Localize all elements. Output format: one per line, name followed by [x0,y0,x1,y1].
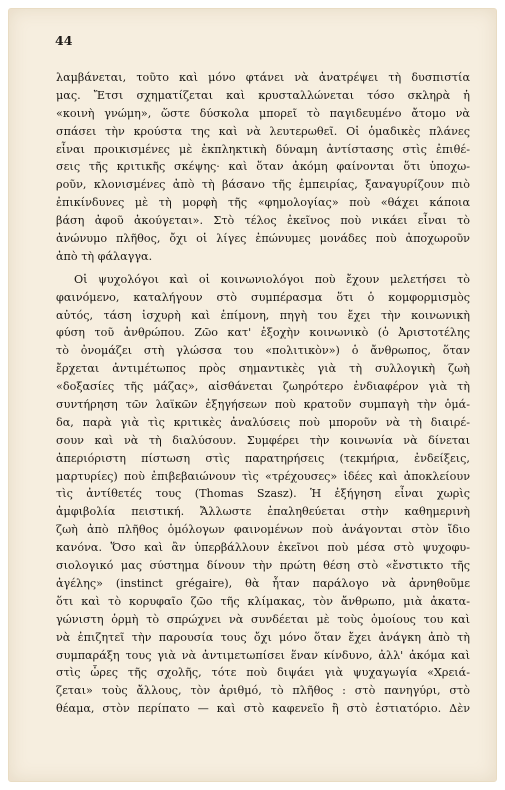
text-line: σουν καὶ νὰ τὴ διαλύσουν. Συμφέρει τὴν κοινωνία νὰ δίνεται [56,433,470,447]
text-line: ὅτι καὶ τὸ κορυφαῖο ζῶο τῆς κλίμακας, τὸν ἄνθρωπο, μιὰ ἀκατα- [56,594,470,608]
text-line: «κοινὴ γνώμη», ὥστε δύσκολα μπορεῖ τὸ παγιδευμένο ἄτομο νὰ [56,106,470,120]
text-line: ἀγέλης» (instinct grégaire), θὰ ἦταν παράλογο νὰ ἀρνηθοῦμε [56,576,470,590]
text-line: σπάσει τὴν κρούστα της καὶ νὰ λευτερωθεῖ. Οἱ ὁμαδικὲς πλάνες [56,124,470,138]
text-line: ἀπεριόριστη πίστωση στὶς παρατηρήσεις (τεκμήρια, ἐνδείξεις, [56,451,470,465]
text-line: γώνιστη ὁρμὴ τὸ σπρώχνει νὰ συνδέεται μὲ τοὺς ὁμοίους του καὶ [56,612,470,626]
text-line: ζωὴ ἀπὸ πλῆθος ὁμόλογων φαινομένων ποὺ ἀνάγονται στὸν ἴδιο [56,523,470,537]
page-number: 44 [55,33,73,48]
text-line: ἐπικίνδυνες μὲ τὴ μορφὴ τῆς «φημολογίας» ποὺ «θάχει κάποια [56,196,470,210]
text-line: σιολογικό μας σύστημα δίνουν τὴν πρώτη θέση στὸ «ἔνστικτο τῆς [56,559,470,573]
text-line: στὶς ὧρες τῆς σχολῆς, τότε ποὺ διψάει γιὰ ψυχαγωγία «Χρειά- [56,666,470,680]
paragraph-1 [56,69,470,266]
text-line: νὰ ἐπιζητεῖ τὴν παρουσία τους ὄχι μόνο ὅταν ἔχει ἀνάγκη ἀπὸ τὴ [56,630,470,644]
text-line: συντήρηση τῶν λαϊκῶν ἐξηγήσεων ποὺ κρατοῦν συμπαγὴ τὴν ὁμά- [56,398,470,412]
text-line: ἀπὸ τὴ φάλαγγα. [56,249,153,263]
text-line: ἀμφιβολία πειστική. Ἄλλωστε ἐπαληθεύεται στὴν καθημερινὴ [56,505,470,519]
text-line: αὐτός, τάση ἰσχυρὴ καὶ ἐπίμονη, πηγὴ του ἔχει τὴν κοινωνικὴ [56,308,470,322]
text-line: «δοξασίες τῆς μάζας», αἰσθάνεται ζωηρότερο ἐνδιαφέρον γιὰ τὴ [56,380,470,394]
text-line: ζεται» τοὺς ἄλλους, τὸν ἀριθμό, τὸ πλῆθος : στὸ πανηγύρι, στὸ [56,684,470,698]
text-line: βάση ἀφοῦ ἀκούγεται». Στὸ τέλος ἐκεῖνος ποὺ νικάει εἶναι τὸ [56,214,470,228]
text-line: ροῦν, κλονισμένες ἀπὸ τὴ βάσανο τῆς ἐμπειρίας, ξαναγυρίζουν πιὸ [56,178,470,192]
book-page [8,8,497,782]
text-line: ἀνώνυμο πλῆθος, ὄχι οἱ λίγες ἐπώνυμες μονάδες ποὺ ἀποχωροῦν [56,232,470,246]
paragraph-2 [56,271,470,718]
text-line: φύση τοῦ ἀνθρώπου. Ζῶο κατ' ἐξοχὴν κοινωνικὸ (ὁ Ἀριστοτέλης [56,326,470,340]
text-line: κανόνα. Ὅσο καὶ ἂν ὑπερβάλλουν ἐκεῖνοι ποὺ μέσα στὸ ψυχοφυ- [56,541,470,555]
text-line: μας. Ἔτσι σχηματίζεται καὶ κρυσταλλώνεται τόσο σκληρὰ ἡ [56,88,470,102]
text-line: τὸ ὀνομάζει στὴ γλώσσα του «πολιτικὸν») ὁ ἄνθρωπος, ὅταν [56,344,470,358]
text-line: σεις τῆς κριτικῆς σκέψης· καὶ ὅταν ἀκόμη φαίνονται ὅτι ὑποχω- [56,160,470,174]
text-line: ἔρχεται ἀντιμέτωπος πρὸς σημαντικὲς γιὰ τὴ συλλογικὴ ζωὴ [56,362,470,376]
text-line: εἶναι προικισμένες μὲ ἐκπληκτικὴ δύναμη ἀντίστασης στὶς ἐπιθέ- [56,142,470,156]
text-line: τὶς ἀντίθετές τους (Thomas Szasz). Ἡ ἐξήγηση εἶναι χωρὶς [56,487,470,501]
text-line: λαμβάνεται, τοῦτο καὶ μόνο φτάνει νὰ ἀνατρέψει τὴ δυσπιστία [56,71,470,84]
text-line: θέαμα, στὸν περίπατο — καὶ στὸ καφενεῖο ἢ στὸ ἑστιατόριο. Δὲν [56,702,470,716]
body-text [56,69,470,718]
text-line: Οἱ ψυχολόγοι καὶ οἱ κοινωνιολόγοι ποὺ ἔχουν μελετήσει τὸ [74,272,470,286]
text-line: δα, παρὰ γιὰ τὶς κριτικὲς ἀναλύσεις ποὺ μποροῦν νὰ τὴ διαιρέ- [56,415,470,429]
text-line: μαρτυρίες) ποὺ ἐπιβεβαιώνουν τὶς «τρέχουσες» ἰδέες καὶ ἀποκλείουν [56,469,470,483]
text-line: συμπαράξη τους γιὰ νὰ ἀντιμετωπίσει ἕναν κίνδυνο, ἀλλ' ἀκόμα καὶ [56,648,470,662]
text-line: φαινόμενο, καταλήγουν στὸ συμπέρασμα ὅτι ὁ κομφορμισμὸς [56,290,470,304]
